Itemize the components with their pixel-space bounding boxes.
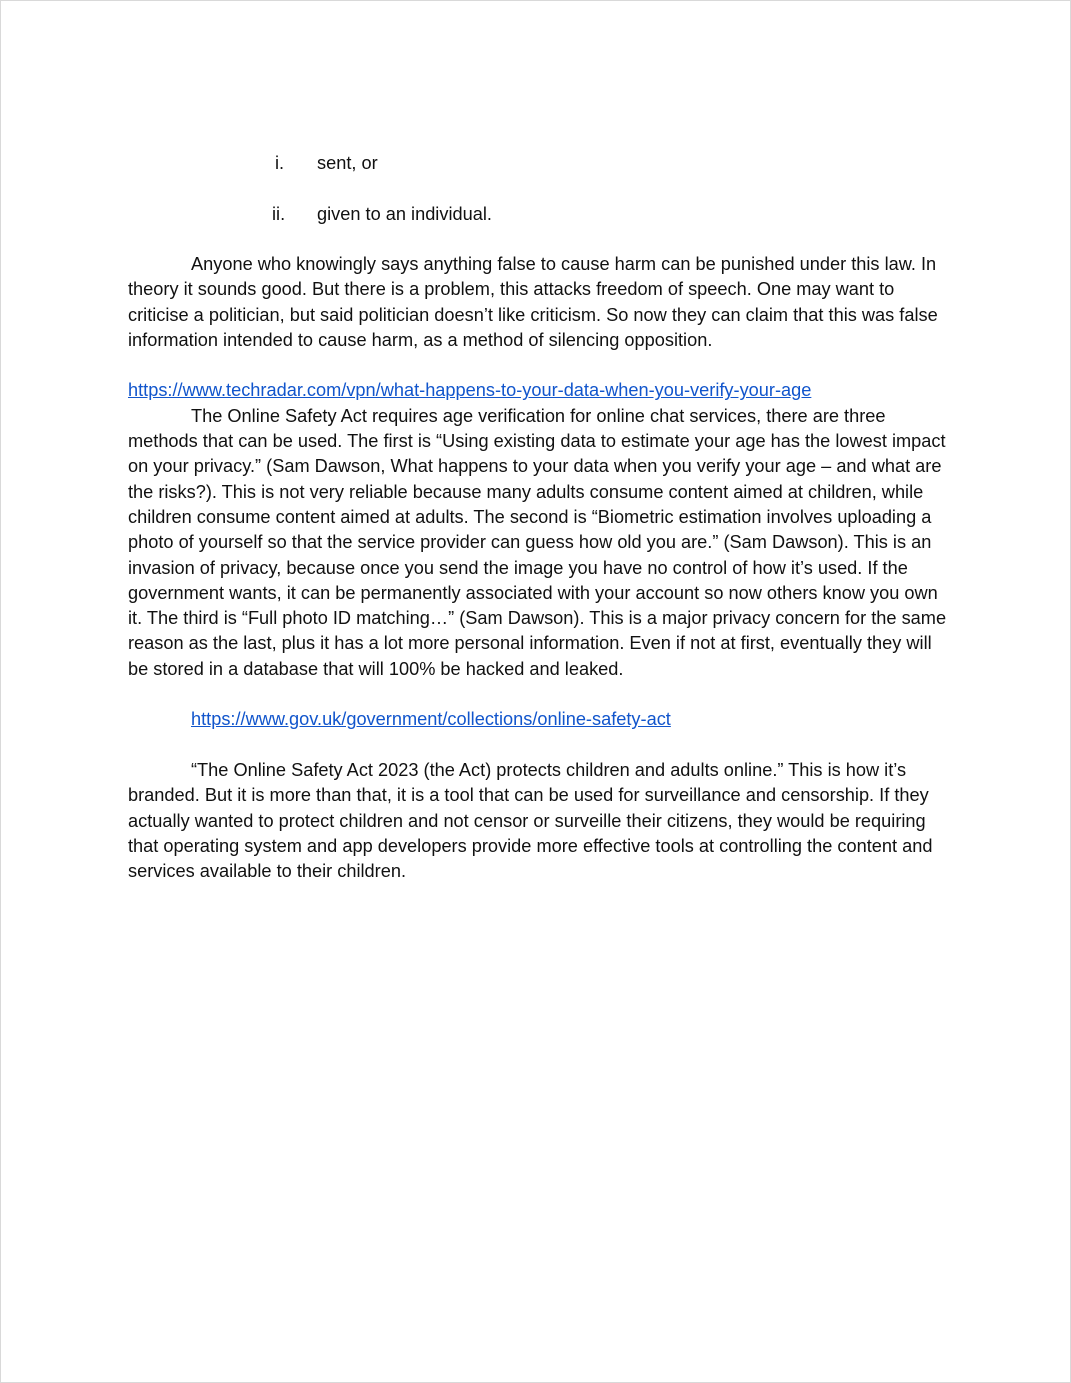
paragraph-age-verification: The Online Safety Act requires age verification for online chat services, there are three methods that can be used. The first is “Using existing data to estimate your age has the lowest impact on your privacy.” (Sam Dawson, What happens to your data when you verify your age – and what are the risks?). This is not very reliable because many adults consume content aimed at children, while children consume content aimed at adults. The second is “Biometric estimation involves uploading a photo of yourself so that the service provider can guess how old you are.” (Sam Dawson). This is an invasion of privacy, because once you send the image you have no control of how it’s used. If the government wants, it can be permanently associated with your account so now others know you own it. The third is “Full photo ID matching…” (Sam Dawson). This is a major privacy concern for the same reason as the last, plus it has a lot more personal information. Even if not at first, eventually they will be stored in a database that will 100% be hacked and leaked. (128, 405, 947, 679)
blank-line (128, 682, 948, 707)
list-marker: ii. (272, 203, 286, 224)
paragraph-false-information: Anyone who knowingly says anything false to cause harm can be punished under this law. In theory it sounds good. But there is a problem, this attacks freedom of speech. One may want to criticise a politician, but said politician doesn’t like criticism. So now they can claim that this was false information intended to cause harm, as a method of silencing opposition. (128, 254, 938, 350)
list-item (128, 202, 948, 227)
source-link-line (128, 707, 948, 732)
blank-line (128, 733, 948, 758)
blank-line (128, 353, 948, 378)
paragraph-branding: “The Online Safety Act 2023 (the Act) protects children and adults online.” This is how it’s branded. But it is more than that, it is a tool that can be used for surveillance and censorship. If they actually wanted to protect children and not censor or surveille their citizens, they would be requiring that operating system and app developers provide more effective tools at controlling the content and services available to their children. (128, 759, 933, 882)
list-item-text: sent, or (317, 153, 378, 173)
document-body (128, 151, 948, 884)
techradar-link[interactable]: https://www.techradar.com/vpn/what-happens-to-your-data-when-you-verify-your-age (128, 380, 812, 401)
list-item (128, 151, 948, 176)
source-link-line (128, 378, 948, 403)
list-marker: i. (275, 153, 285, 173)
list-item-text: given to an individual. (317, 203, 492, 224)
gov-uk-link[interactable]: https://www.gov.uk/government/collections/online-safety-act (191, 709, 671, 730)
